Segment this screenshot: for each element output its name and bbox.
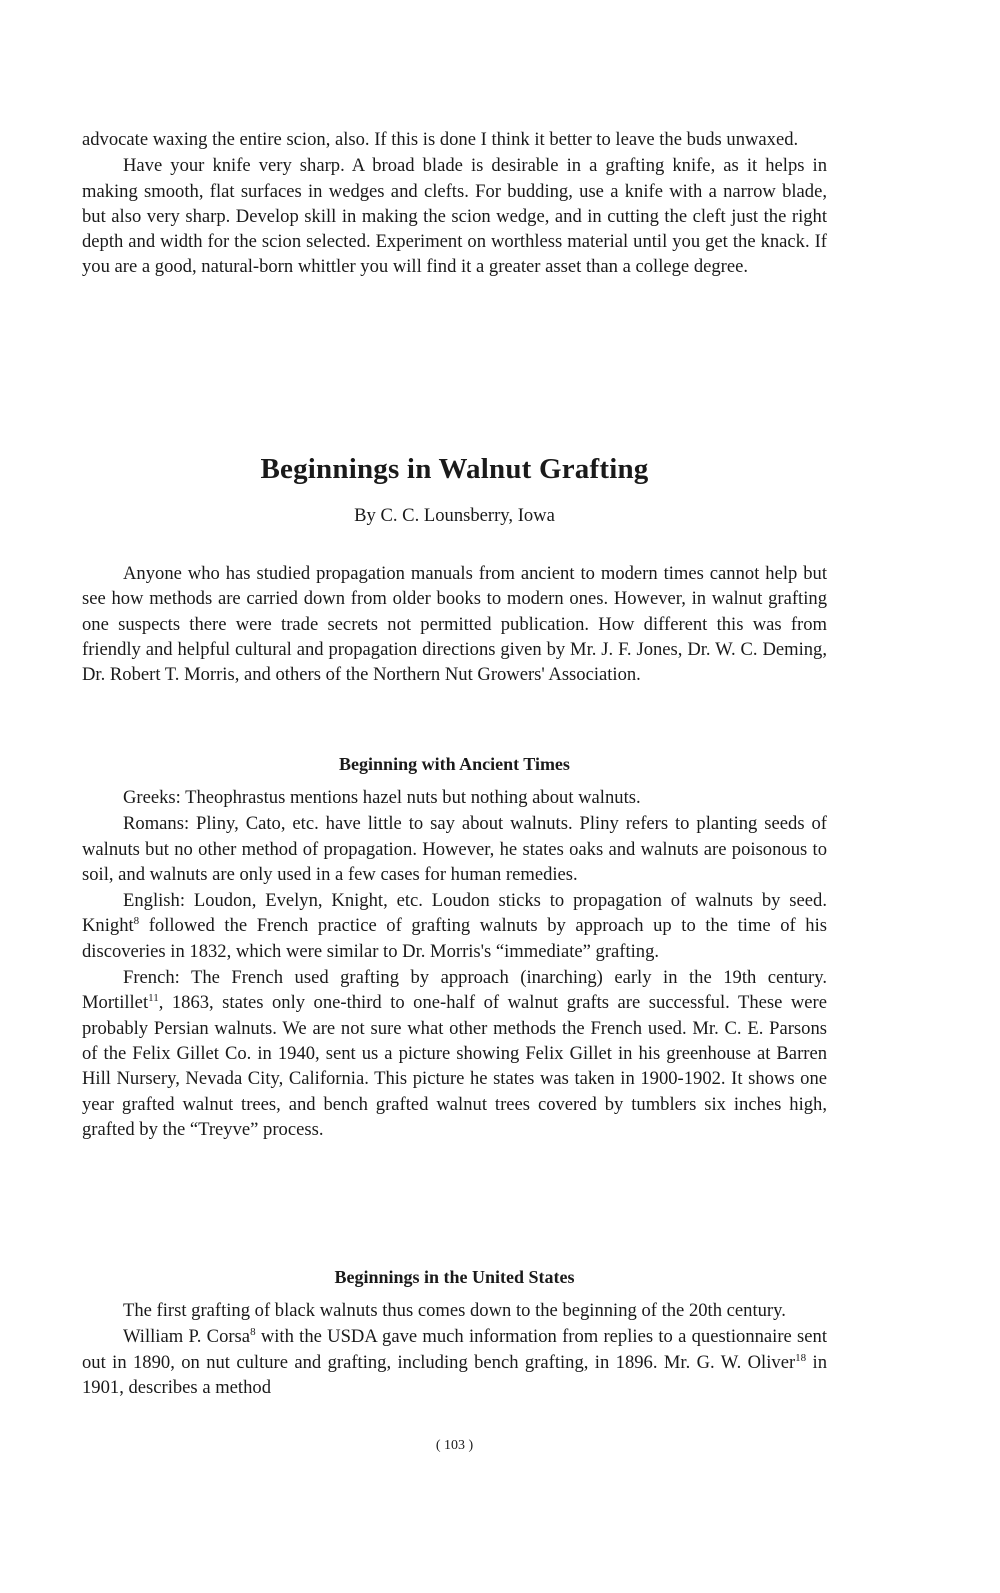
paragraph: Romans: Pliny, Cato, etc. have little to say about walnuts. Pliny refers to planting seeds of walnuts but no other method of propagation. However, he states oaks and walnuts are poisonous to soil, and walnuts are only used in a few cases for human remedies. xyxy=(82,813,827,885)
paragraph: The first grafting of black walnuts thus comes down to the beginning of the 20th century. xyxy=(123,1300,786,1321)
text-run: French: The French used grafting by approach (inarching) early in the 19th century. Mortillet xyxy=(82,967,827,1014)
text-run: in 1901, describes a method xyxy=(82,1351,827,1398)
text-run: William P. Corsa xyxy=(123,1326,251,1348)
text-run: , 1863, states only one-third to one-half of walnut grafts are successful. These were probably Persian walnuts. We are not sure what other methods the French used. Mr. C. E. Parsons of the Felix Gillet Co. in 1940, sent us a picture showing Felix Gillet in his greenhouse at Barren Hill Nursery, Nevada City, California. This picture he states was taken in 1900-1902. It shows one year grafted walnut trees, and bench grafted walnut trees covered by tumblers six inches high, grafted by the “Treyve” process. xyxy=(82,992,827,1140)
section-united-states xyxy=(82,1265,827,1400)
page-number: ( 103 ) xyxy=(435,1438,474,1453)
article-intro xyxy=(82,561,827,687)
paragraph xyxy=(82,1324,827,1400)
text-run: English: Loudon, Evelyn, Knight, etc. Loudon sticks to propagation of walnuts by seed. Knight xyxy=(82,890,827,937)
paragraph: Have your knife very sharp. A broad blade is desirable in a grafting knife, as it helps in making smooth, flat surfaces in wedges and clefts. For budding, use a knife with a narrow blade, but also very sharp. Develop skill in making the scion wedge, and in cutting the cleft just the right depth and width for the scion selected. Experiment on worthless material until you get the knack. If you are a good, natural-born whittler you will find it a greater asset than a college degree. xyxy=(82,155,827,278)
footnote-ref: 8 xyxy=(133,915,140,928)
footnote-ref: 18 xyxy=(795,1351,807,1364)
continued-text xyxy=(82,127,827,280)
section-heading: Beginning with Ancient Times xyxy=(339,754,570,774)
paragraph xyxy=(82,965,827,1142)
footnote-ref: 8 xyxy=(250,1326,256,1339)
section-heading: Beginnings in the United States xyxy=(334,1267,575,1287)
paragraph: advocate waxing the entire scion, also. If this is done I think it better to leave the buds unwaxed. xyxy=(82,129,799,150)
paragraph: Greeks: Theophrastus mentions hazel nuts but nothing about walnuts. xyxy=(123,787,641,808)
section-ancient-times xyxy=(82,752,827,1143)
paragraph xyxy=(82,888,827,964)
article-byline: By C. C. Lounsberry, Iowa xyxy=(354,505,555,526)
text-run: followed the French practice of grafting walnuts by approach up to the time of his discoveries in 1832, which were similar to Dr. Morris's “immediate” grafting. xyxy=(82,915,827,962)
paragraph: Anyone who has studied propagation manuals from ancient to modern times cannot help but see how methods are carried down from older books to modern ones. However, in walnut grafting one suspects there were trade secrets not permitted publication. How different this was from friendly and helpful cultural and propagation directions given by Mr. J. F. Jones, Dr. W. C. Deming, Dr. Robert T. Morris, and others of the Northern Nut Growers' Association. xyxy=(82,563,827,686)
footnote-ref: 11 xyxy=(148,992,159,1005)
article-title: Beginnings in Walnut Grafting xyxy=(260,453,649,485)
text-run: with the USDA gave much information from replies to a questionnaire sent out in 1890, on nut culture and grafting, including bench grafting, in 1896. Mr. G. W. Oliver xyxy=(82,1326,828,1373)
